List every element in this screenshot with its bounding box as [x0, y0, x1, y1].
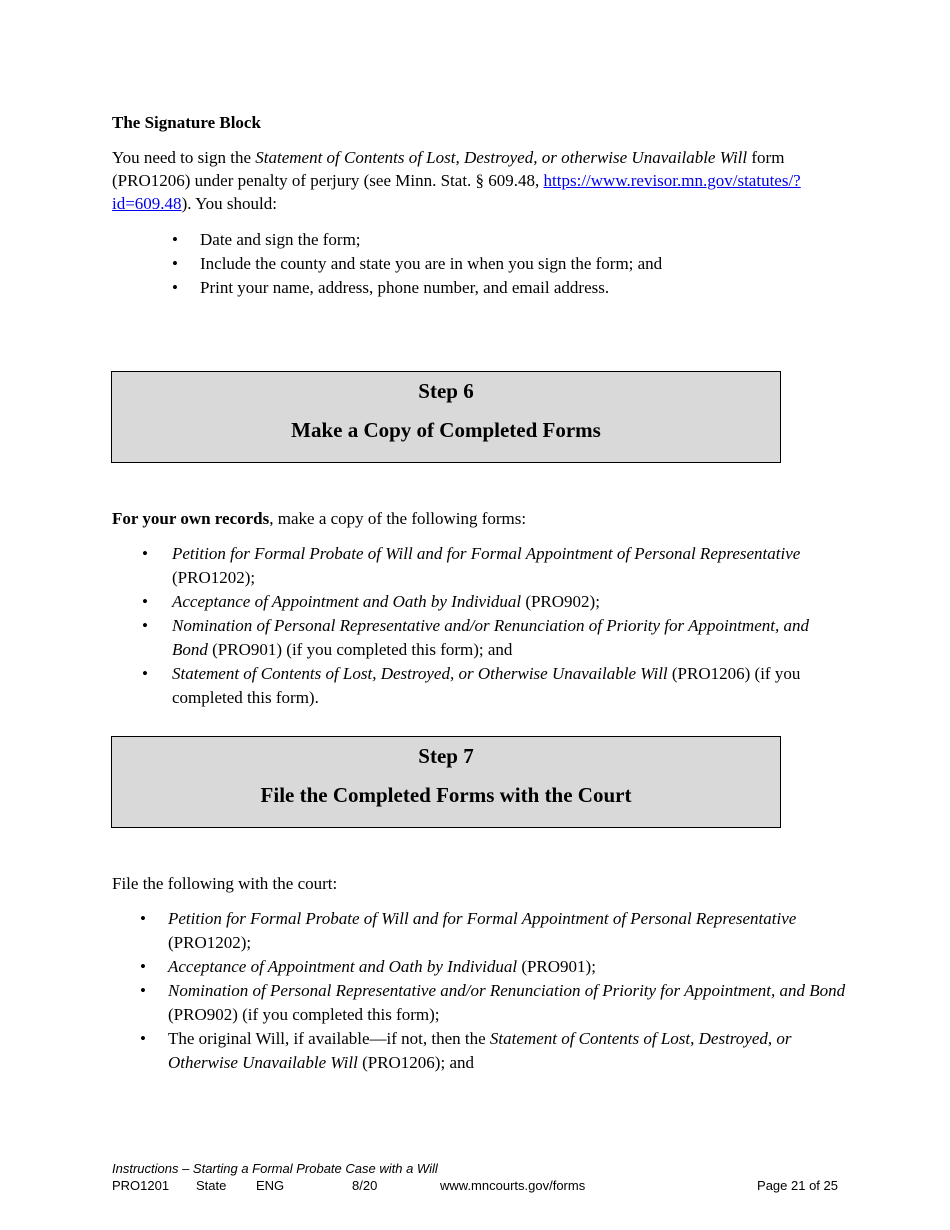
footer-doc-title: Instructions – Starting a Formal Probate Case with a Will [112, 1161, 438, 1176]
form-title: Acceptance of Appointment and Oath by Individual [168, 957, 518, 976]
step7-box [111, 736, 781, 828]
step6-intro [112, 507, 832, 530]
form-code: (PRO1206); and [357, 1053, 474, 1072]
intro-text: ). You should: [181, 194, 277, 213]
intro-text: You need to sign the [112, 148, 256, 167]
form-title: Statement of Contents of Lost, Destroyed, or Otherwise Unavailable Will [168, 1029, 792, 1072]
step7-number: Step 7 [418, 744, 474, 768]
item-text: The original Will, if available—if not, then the [168, 1029, 490, 1048]
list-item: • Print your name, address, phone number, and email address. [112, 276, 852, 300]
footer-revision: 8/20 [352, 1178, 378, 1193]
form-code: (PRO902) (if you completed this form); [168, 1005, 440, 1024]
list-item [112, 907, 847, 955]
step7-title: File the Completed Forms with the Court [260, 783, 632, 807]
step7-list [112, 907, 847, 1075]
form-code: (PRO1202); [168, 933, 252, 952]
step6-intro-bold: For your own records [112, 509, 270, 528]
form-title: Petition for Formal Probate of Will and for Formal Appointment of Personal Representative [172, 544, 801, 563]
statute-link[interactable]: https://www.revisor.mn.gov/statutes/?id=609.48 [112, 171, 801, 213]
footer-jurisdiction: State [196, 1178, 227, 1193]
signature-checklist [112, 228, 852, 300]
step6-intro-text: , make a copy of the following forms: [269, 509, 527, 528]
form-code: (PRO902); [521, 592, 600, 611]
step6-box [111, 371, 781, 463]
list-item [112, 955, 847, 979]
step6-number: Step 6 [418, 379, 474, 403]
intro-text: form (PRO1206) under penalty of perjury (see Minn. Stat. § 609.48, [112, 148, 785, 190]
form-title: Nomination of Personal Representative and/or Renunciation of Priority for Appointment, and Bond [172, 616, 809, 659]
step7-intro: File the following with the court: [112, 874, 338, 893]
form-title: Acceptance of Appointment and Oath by Individual [172, 592, 522, 611]
intro-form-title: Statement of Contents of Lost, Destroyed, or otherwise Unavailable Will [255, 148, 748, 167]
form-code: (PRO1202); [172, 568, 256, 587]
form-title: Petition for Formal Probate of Will and for Formal Appointment of Personal Representative [168, 909, 797, 928]
form-title: Nomination of Personal Representative and/or Renunciation of Priority for Appointment, and Bond [168, 981, 846, 1000]
list-item: • Include the county and state you are in when you sign the form; and [112, 252, 852, 276]
section-heading: The Signature Block [112, 113, 261, 132]
step6-list [112, 542, 842, 710]
form-code: (PRO1206) (if you completed this form). [172, 664, 801, 707]
footer-form-code: PRO1201 [112, 1178, 170, 1193]
footer-website[interactable]: www.mncourts.gov/forms [440, 1178, 586, 1193]
footer-page-number: Page 21 of 25 [757, 1178, 838, 1193]
step6-title: Make a Copy of Completed Forms [291, 418, 601, 442]
list-item [112, 614, 842, 662]
list-item [112, 1027, 847, 1075]
form-code: (PRO901); [517, 957, 596, 976]
list-item [112, 542, 842, 590]
signature-intro [112, 146, 832, 215]
form-title: Statement of Contents of Lost, Destroyed, or Otherwise Unavailable Will [172, 664, 668, 683]
list-item [112, 662, 842, 710]
list-item: • Date and sign the form; [112, 228, 852, 252]
form-code: (PRO901) (if you completed this form); and [207, 640, 513, 659]
footer-language: ENG [256, 1178, 285, 1193]
list-item [112, 590, 842, 614]
list-item [112, 979, 847, 1027]
